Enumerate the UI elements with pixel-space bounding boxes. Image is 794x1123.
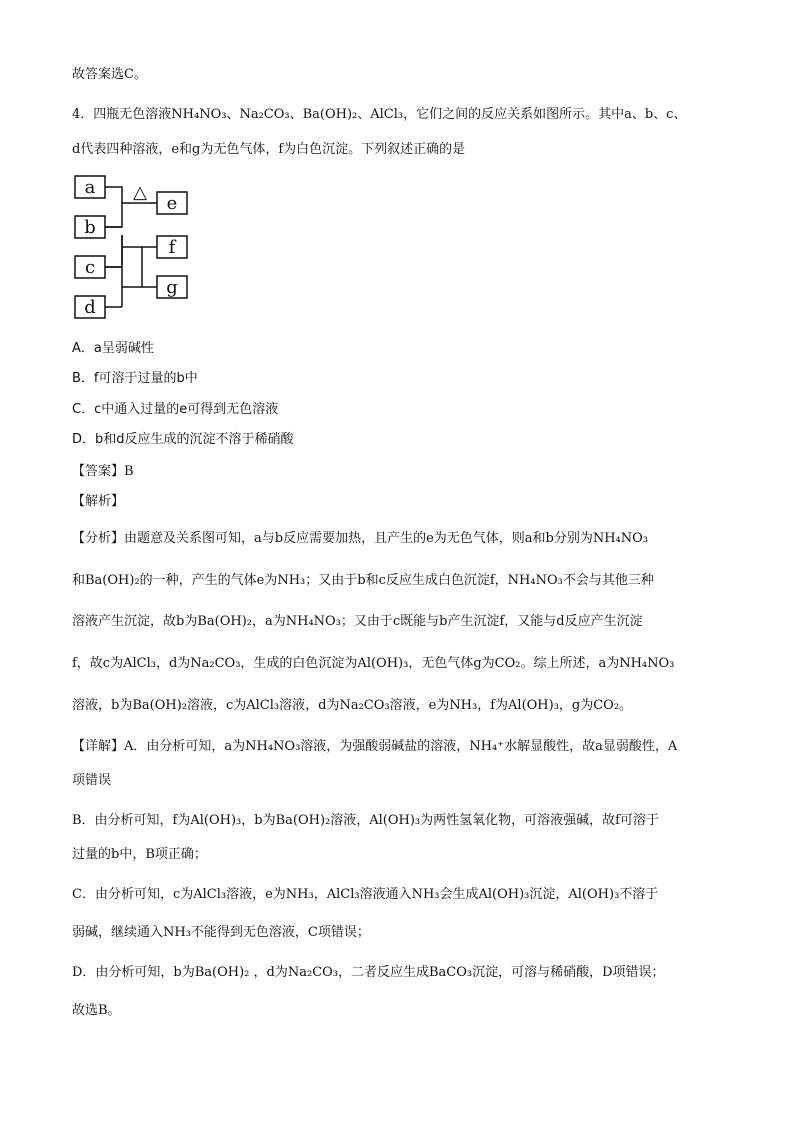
analysis-line-3: 溶液产生沉淀，故b为Ba(OH)₂，a为NH₄NO₃；又由于c既能与b产生沉淀f，又能与d反应产生沉淀 (72, 614, 643, 629)
intro-line: 故答案选C。 (72, 67, 147, 82)
detail-line-6: 弱碱，继续通入NH₃不能得到无色溶液，C项错误； (72, 925, 370, 940)
analysis-line-4: f，故c为AlCl₃，d为Na₂CO₃，生成的白色沉淀为Al(OH)₃，无色气体g为CO₂。综上所述，a为NH₄NO₃ (72, 656, 675, 671)
label-c: c (84, 257, 96, 278)
option-d: D．b和d反应生成的沉淀不溶于稀硝酸 (72, 432, 294, 447)
answer-value: B (124, 464, 134, 479)
question-line-2: d代表四种溶液，e和g为无色气体，f为白色沉淀。下列叙述正确的是 (72, 142, 466, 157)
detail-line-5: C．由分析可知，c为AlCl₃溶液，e为NH₃，AlCl₃溶液通入NH₃会生成Al(OH)₃沉淀，Al(OH)₃不溶于 (72, 887, 659, 902)
detail-line-8: 故选B。 (72, 1003, 121, 1018)
label-b: b (84, 217, 96, 238)
analysis-line-5: 溶液，b为Ba(OH)₂溶液，c为AlCl₃溶液，d为Na₂CO₃溶液，e为NH₃，f为Al(OH)₃，g为CO₂。 (72, 698, 633, 713)
label-e: e (166, 193, 178, 214)
option-a: A．a呈弱碱性 (72, 341, 154, 356)
analysis-line-1: 【分析】由题意及关系图可知，a与b反应需要加热，且产生的e为无色气体，则a和b分别为NH₄NO₃ (72, 531, 649, 546)
label-d: d (84, 297, 96, 318)
heat-symbol: △ (133, 182, 147, 203)
answer-label: 【答案】 (72, 464, 125, 479)
explanation-label: 【解析】 (72, 494, 125, 509)
label-a: a (84, 177, 96, 198)
reaction-diagram (72, 170, 212, 330)
detail-line-3: B．由分析可知，f为Al(OH)₃，b为Ba(OH)₂溶液，Al(OH)₃为两性氢氧化物，可溶液强碱，故f可溶于 (72, 813, 659, 828)
detail-line-4: 过量的b中，B项正确； (72, 847, 207, 862)
option-c: C．c中通入过量的e可得到无色溶液 (72, 402, 279, 417)
detail-line-2: 项错误 (72, 773, 112, 788)
answer-line (72, 463, 134, 481)
analysis-line-2: 和Ba(OH)₂的一种，产生的气体e为NH₃；又由于b和c反应生成白色沉淀f，NH₄NO₃不会与其他三种 (72, 573, 654, 588)
detail-line-1: 【详解】A．由分析可知，a为NH₄NO₃溶液，为强酸弱碱盐的溶液，NH₄⁺水解显酸性，故a显弱酸性，A (72, 739, 678, 754)
detail-line-7: D．由分析可知，b为Ba(OH)₂ ，d为Na₂CO₃，二者反应生成BaCO₃沉淀，可溶与稀硝酸，D项错误； (72, 965, 665, 980)
label-g: g (166, 277, 178, 298)
label-f: f (168, 237, 176, 258)
question-line-1: 4．四瓶无色溶液NH₄NO₃、Na₂CO₃、Ba(OH)₂、AlCl₃，它们之间的反应关系如图所示。其中a、b、c、 (72, 107, 687, 122)
option-b: B．f可溶于过量的b中 (72, 371, 198, 386)
